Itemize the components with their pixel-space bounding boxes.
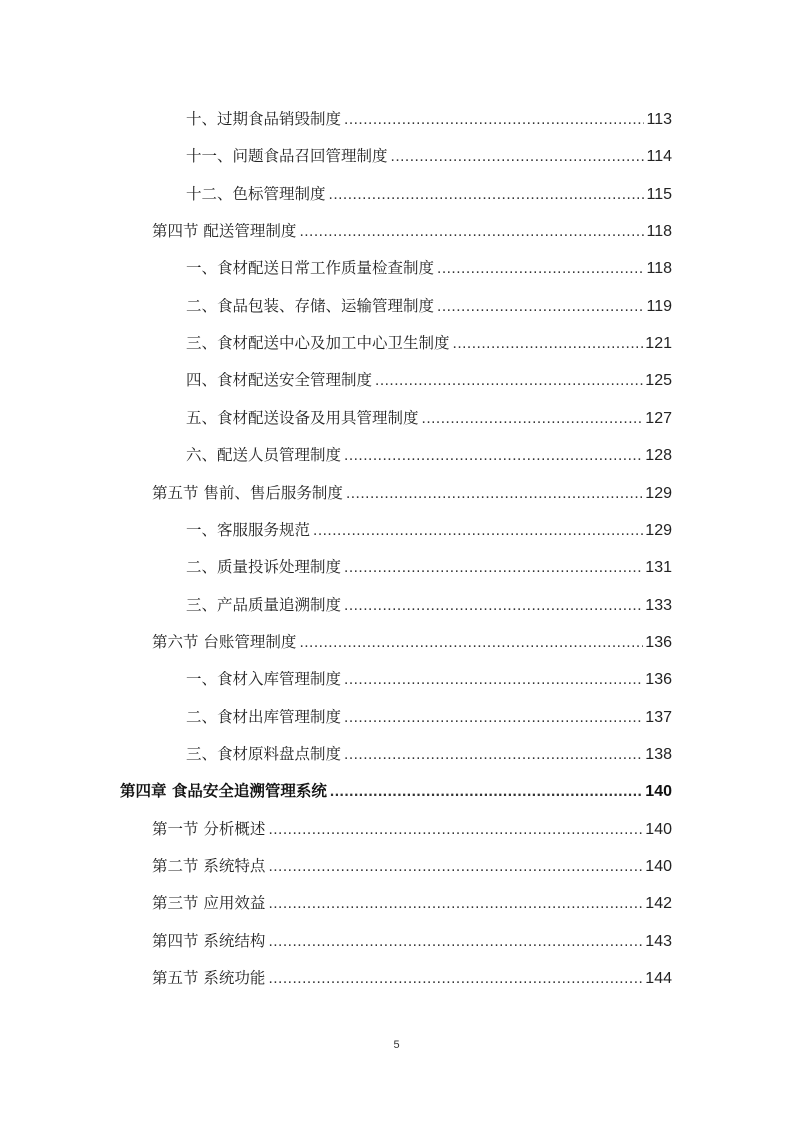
dot-leader: [344, 699, 643, 736]
dot-leader: [344, 661, 643, 698]
toc-entry-page: 137: [645, 708, 672, 726]
toc-entry-title: 第五节 售前、售后服务制度: [152, 483, 343, 502]
toc-section-entry[interactable]: [152, 923, 672, 960]
toc-entry-page: 144: [645, 970, 672, 988]
toc-entry-page: 140: [645, 858, 672, 875]
dot-leader: [313, 512, 643, 549]
toc-subsection-entry[interactable]: [186, 362, 672, 399]
toc-section-entry[interactable]: [152, 960, 672, 997]
toc-section-entry[interactable]: [152, 624, 672, 661]
toc-subsection-entry[interactable]: [186, 176, 672, 213]
toc-entry-page: 115: [646, 185, 672, 203]
toc-entry-title: 二、食品包装、存储、运输管理制度: [186, 296, 435, 315]
toc-entry-page: 129: [645, 484, 672, 502]
dot-leader: [268, 960, 643, 997]
toc-entry-page: 140: [645, 783, 672, 801]
dot-leader: [344, 587, 643, 624]
toc-entry-title: 第二节 系统特点: [152, 857, 266, 875]
toc-subsection-entry[interactable]: [186, 101, 672, 138]
dot-leader: [453, 325, 644, 362]
toc-entry-page: 140: [645, 820, 672, 838]
toc-section-entry[interactable]: [152, 811, 672, 848]
dot-leader: [346, 475, 643, 512]
dot-leader: [299, 624, 643, 661]
toc-entry-title: 六、配送人员管理制度: [186, 446, 342, 465]
toc-entry-page: 133: [645, 596, 672, 614]
toc-subsection-entry[interactable]: [186, 549, 672, 586]
toc-entry-page: 138: [645, 745, 672, 763]
toc-section-entry[interactable]: [152, 885, 672, 922]
toc-chapter-entry[interactable]: [120, 773, 672, 810]
toc-subsection-entry[interactable]: [186, 661, 672, 698]
toc-entry-title: 四、食材配送安全管理制度: [186, 371, 373, 390]
page-number: 5: [393, 1039, 400, 1051]
dot-leader: [268, 811, 643, 848]
toc-section-entry[interactable]: [152, 475, 672, 512]
dot-leader: [422, 400, 644, 437]
toc-subsection-entry[interactable]: [186, 400, 672, 437]
dot-leader: [437, 288, 644, 325]
toc-subsection-entry[interactable]: [186, 288, 672, 325]
toc-subsection-entry[interactable]: [186, 587, 672, 624]
toc-section-entry[interactable]: [152, 213, 672, 250]
toc-entry-page: 127: [645, 409, 672, 427]
toc-entry-page: 136: [645, 671, 672, 689]
toc-entry-page: 129: [645, 521, 672, 539]
toc-entry-page: 136: [645, 633, 672, 651]
toc-entry-title: 第四章 食品安全追溯管理系统: [120, 782, 327, 801]
toc-entry-page: 113: [646, 111, 672, 128]
toc-subsection-entry[interactable]: [186, 699, 672, 736]
toc-entry-page: 118: [646, 223, 672, 241]
toc-entry-title: 五、食材配送设备及用具管理制度: [186, 408, 419, 427]
dot-leader: [344, 549, 643, 586]
dot-leader: [268, 923, 643, 960]
toc-subsection-entry[interactable]: [186, 250, 672, 287]
toc-entry-title: 二、食材出库管理制度: [186, 707, 342, 726]
toc-entry-page: 119: [646, 297, 672, 315]
toc-entry-title: 第五节 系统功能: [152, 969, 266, 988]
toc-entry-title: 十一、问题食品召回管理制度: [186, 147, 388, 166]
toc-subsection-entry[interactable]: [186, 138, 672, 175]
dot-leader: [375, 362, 643, 399]
toc-section-entry[interactable]: [152, 848, 672, 885]
toc-entry-title: 十二、色标管理制度: [186, 184, 326, 203]
toc-entry-title: 二、质量投诉处理制度: [186, 558, 342, 577]
toc-entry-title: 一、食材配送日常工作质量检查制度: [186, 259, 435, 278]
dot-leader: [329, 176, 645, 213]
toc-entry-title: 三、产品质量追溯制度: [186, 595, 342, 614]
dot-leader: [330, 773, 643, 810]
toc-entry-page: 125: [645, 372, 672, 390]
toc-entry-page: 118: [646, 260, 672, 278]
dot-leader: [268, 848, 643, 885]
toc-subsection-entry[interactable]: [186, 437, 672, 474]
toc-entry-title: 第四节 系统结构: [152, 931, 266, 950]
toc-entry-title: 三、食材配送中心及加工中心卫生制度: [186, 334, 450, 353]
dot-leader: [344, 437, 643, 474]
toc-entry-page: 114: [646, 148, 672, 166]
toc-entry-title: 第三节 应用效益: [152, 894, 266, 913]
dot-leader: [437, 250, 644, 287]
toc-entry-title: 一、食材入库管理制度: [186, 670, 342, 689]
toc-entry-title: 第一节 分析概述: [152, 819, 266, 838]
dot-leader: [299, 213, 644, 250]
toc-entry-title: 第六节 台账管理制度: [152, 632, 297, 651]
dot-leader: [344, 101, 644, 138]
dot-leader: [268, 885, 643, 922]
toc-entry-title: 十、过期食品销毁制度: [186, 110, 342, 128]
toc-entry-page: 131: [645, 559, 672, 577]
toc-entry-title: 一、客服服务规范: [186, 520, 311, 539]
toc-subsection-entry[interactable]: [186, 736, 672, 773]
toc-subsection-entry[interactable]: [186, 325, 672, 362]
toc-entry-title: 三、食材原料盘点制度: [186, 744, 342, 763]
dot-leader: [344, 736, 643, 773]
toc-entry-page: 128: [645, 447, 672, 465]
toc-entry-page: 121: [645, 335, 672, 353]
toc-entry-title: 第四节 配送管理制度: [152, 222, 297, 241]
dot-leader: [391, 138, 645, 175]
toc-entry-page: 143: [645, 932, 672, 950]
toc-subsection-entry[interactable]: [186, 512, 672, 549]
toc-entry-page: 142: [645, 895, 672, 913]
